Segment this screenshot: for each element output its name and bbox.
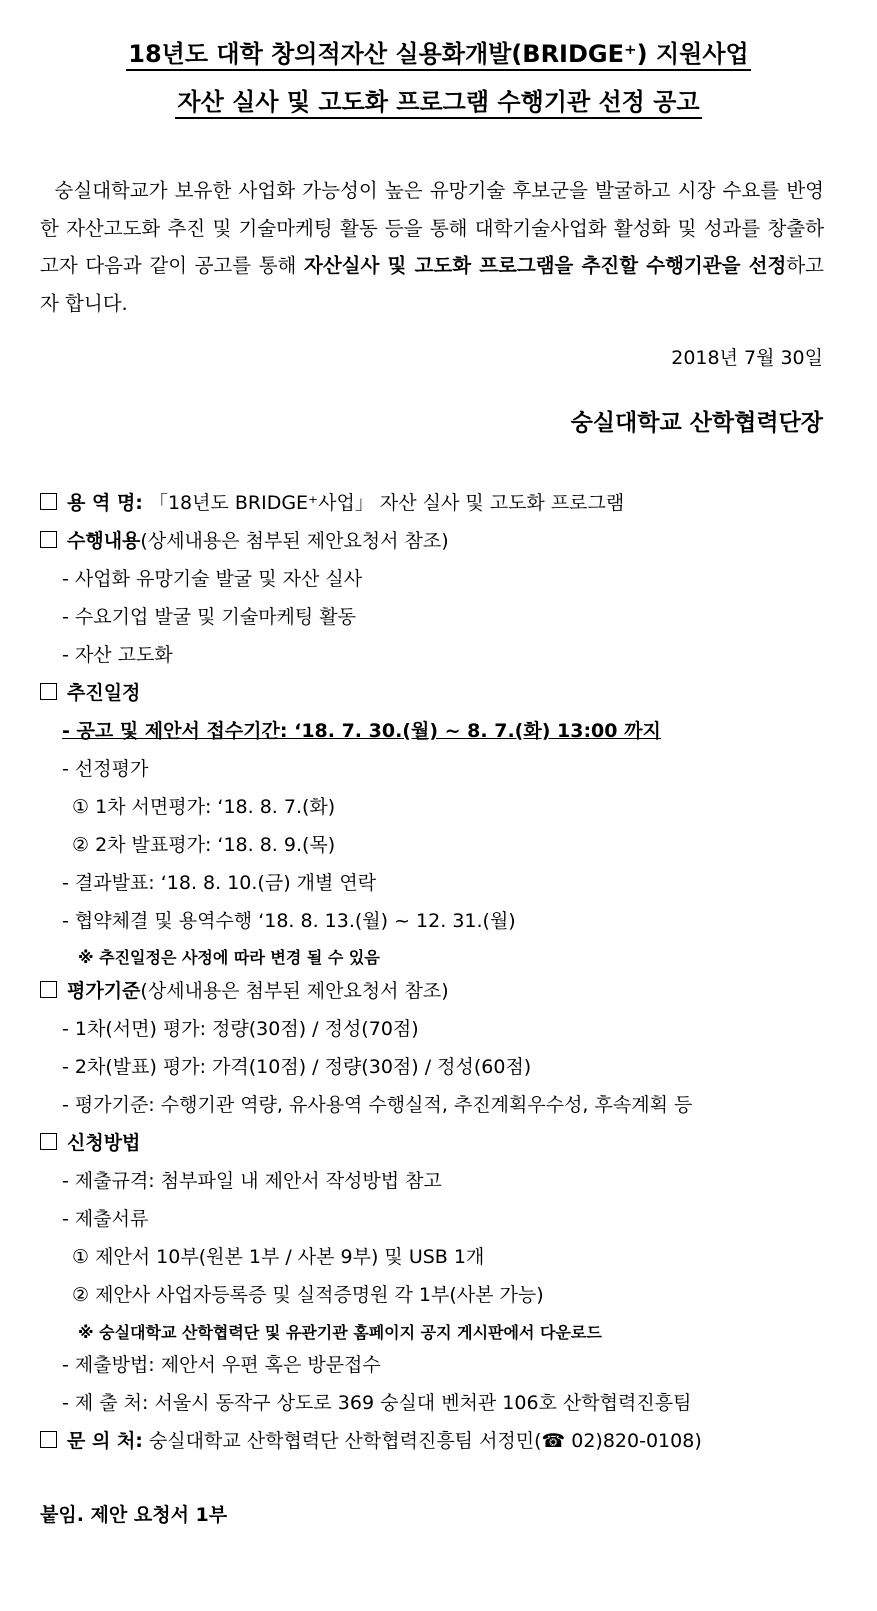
section-content xyxy=(40,526,449,553)
title-line-1: 18년도 대학 창의적자산 실용화개발(BRIDGE⁺) 지원사업 xyxy=(0,38,877,70)
section-application xyxy=(40,1128,140,1155)
intro-text-after: 하고자 합니다. xyxy=(40,254,824,315)
section-paren: (상세내용은 첨부된 제안요청서 참조) xyxy=(140,530,449,552)
section-label: 추진일정 xyxy=(67,682,141,704)
list-item: ① 1차 서면평가: ‘18. 8. 7.(화) xyxy=(72,796,336,818)
list-item: ① 제안서 10부(원본 1부 / 사본 9부) 및 USB 1개 xyxy=(72,1246,485,1268)
list-item: - 수요기업 발굴 및 기술마케팅 활동 xyxy=(62,606,357,628)
section-label: 용 역 명: xyxy=(67,492,143,514)
checkbox-icon xyxy=(40,531,57,548)
application-note: ※ 숭실대학교 산학협력단 및 유관기관 홈페이지 공지 게시판에서 다운로드 xyxy=(78,1323,602,1342)
list-item: ② 2차 발표평가: ‘18. 8. 9.(목) xyxy=(72,834,336,856)
list-item: - 제 출 처: 서울시 동작구 상도로 369 숭실대 벤처관 106호 산학협력진흥팀 xyxy=(62,1392,692,1414)
list-item: - 평가기준: 수행기관 역량, 유사용역 수행실적, 추진계획우수성, 후속계획 등 xyxy=(62,1094,693,1116)
intro-text-before: 숭실대학교가 보유한 사업화 가능성이 높은 유망기술 후보군을 발굴하고 시장 수요를 반영한 자산고도화 추진 및 기술마케팅 활동 등을 통해 대학기술사업화 활성화 및 성과를 창출하고자 다음과 같이 공고를 통해 xyxy=(40,179,824,277)
schedule-note: ※ 추진일정은 사정에 따라 변경 될 수 있음 xyxy=(78,948,380,967)
list-item: - 제출규격: 첨부파일 내 제안서 작성방법 참고 xyxy=(62,1170,442,1192)
list-item: - 협약체결 및 용역수행 ‘18. 8. 13.(월) ~ 12. 31.(월) xyxy=(62,910,516,932)
attachment-note: 붙임. 제안 요청서 1부 xyxy=(40,1504,228,1526)
checkbox-icon xyxy=(40,981,57,998)
checkbox-icon xyxy=(40,1431,57,1448)
list-item: - 사업화 유망기술 발굴 및 자산 실사 xyxy=(62,568,363,590)
list-item: - 제출방법: 제안서 우편 혹은 방문접수 xyxy=(62,1354,381,1376)
list-item: - 자산 고도화 xyxy=(62,644,173,666)
intro-paragraph xyxy=(40,172,824,322)
section-label: 문 의 처: xyxy=(67,1430,143,1452)
list-item: - 선정평가 xyxy=(62,758,149,780)
list-item: - 2차(발표) 평가: 가격(10점) / 정량(30점) / 정성(60점) xyxy=(62,1056,532,1078)
checkbox-icon xyxy=(40,493,57,510)
list-item: - 1차(서면) 평가: 정량(30점) / 정성(70점) xyxy=(62,1018,419,1040)
section-value: 「18년도 BRIDGE⁺사업」 자산 실사 및 고도화 프로그램 xyxy=(148,492,625,514)
section-value: 숭실대학교 산학협력단 산학협력진흥팀 서정민(☎ 02)820-0108) xyxy=(148,1430,702,1452)
section-inquiry xyxy=(40,1426,702,1453)
section-label: 평가기준 xyxy=(67,980,141,1002)
intro-text-bold: 자산실사 및 고도화 프로그램을 추진할 수행기관을 선정 xyxy=(303,254,787,277)
schedule-deadline: - 공고 및 제안서 접수기간: ‘18. 7. 30.(월) ~ 8. 7.(화) 13:00 까지 xyxy=(62,720,661,742)
list-item: - 결과발표: ‘18. 8. 10.(금) 개별 연락 xyxy=(62,872,377,894)
section-criteria xyxy=(40,976,449,1003)
list-item: - 제출서류 xyxy=(62,1208,149,1230)
list-item: ② 제안사 사업자등록증 및 실적증명원 각 1부(사본 가능) xyxy=(72,1284,544,1306)
section-service-name xyxy=(40,488,624,515)
title-line-2: 자산 실사 및 고도화 프로그램 수행기관 선정 공고 xyxy=(0,86,877,118)
section-paren: (상세내용은 첨부된 제안요청서 참조) xyxy=(140,980,449,1002)
section-label: 수행내용 xyxy=(67,530,141,552)
checkbox-icon xyxy=(40,683,57,700)
section-label: 신청방법 xyxy=(67,1132,141,1154)
section-schedule xyxy=(40,678,140,705)
announcement-date: 2018년 7월 30일 xyxy=(671,347,823,369)
organization-signature: 숭실대학교 산학협력단장 xyxy=(570,410,823,436)
checkbox-icon xyxy=(40,1133,57,1150)
